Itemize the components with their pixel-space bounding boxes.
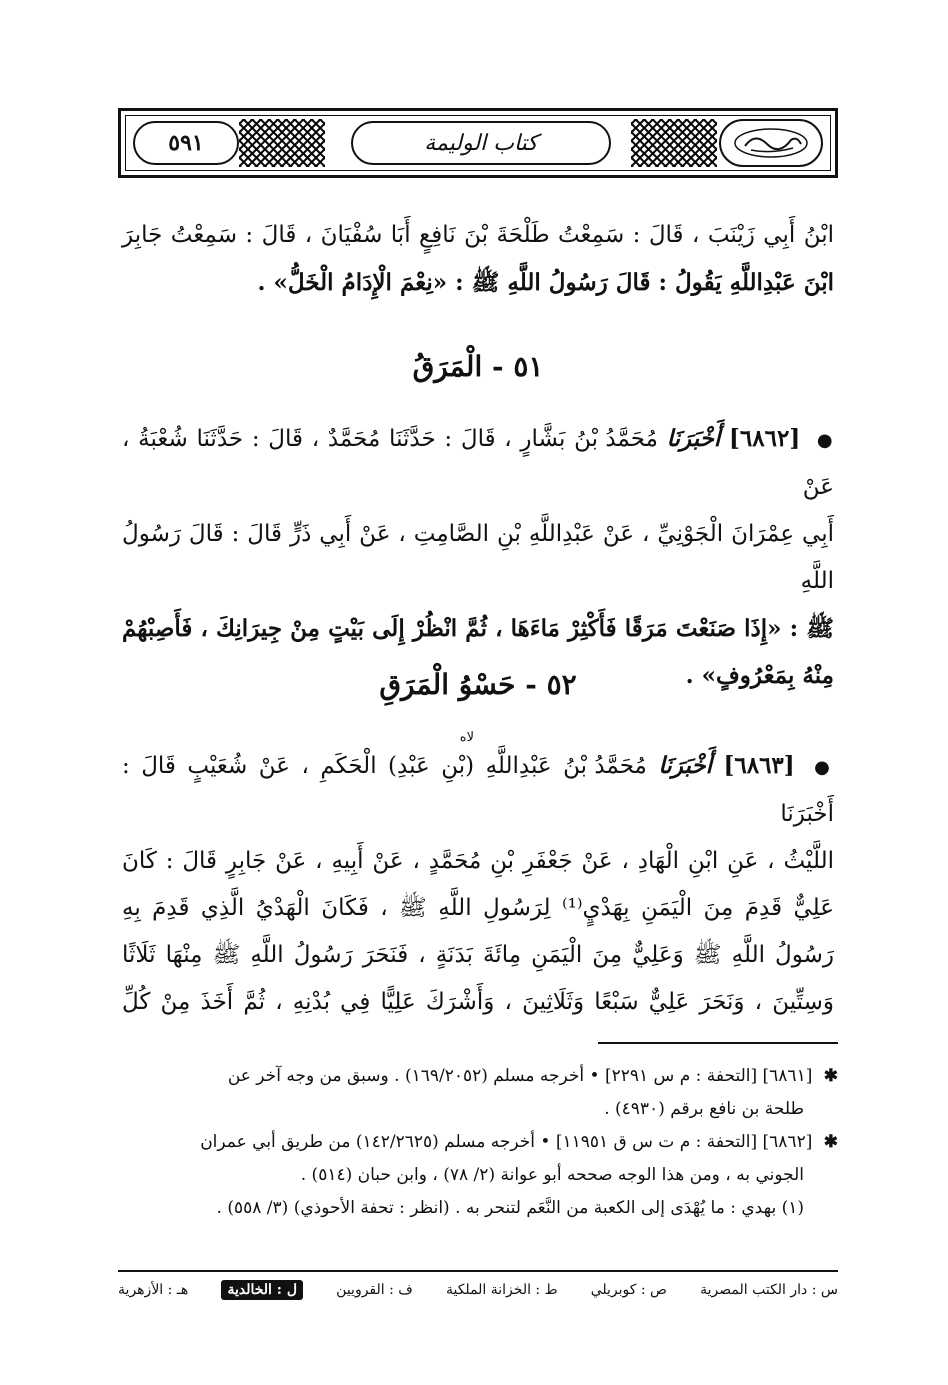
text-line: أَبِي عِمْرَانَ الْجَوْنِيِّ ، عَنْ عَبْدِاللَّهِ بْنِ الصَّامِتِ ، عَنْ أَبِي ذَرٍّ قَالَ : قَالَ رَسُولُ اللَّهِ	[122, 520, 834, 594]
manuscript-legend	[118, 1280, 838, 1300]
hadith-number: [٦٨٦٣]	[723, 752, 795, 779]
legend-divider	[118, 1270, 838, 1272]
footnote-divider	[598, 1042, 838, 1044]
header-ornament-right	[631, 119, 717, 167]
text-line: ابْنَ عَبْدِاللَّهِ يَقُولُ : قَالَ رَسُولُ اللَّهِ ﷺ : «نِعْمَ الْإِدَامُ الْخَلُّ» .	[257, 269, 834, 296]
text-line: اللَّيْثُ ، عَنِ ابْنِ الْهَادِ ، عَنْ جَعْفَرِ بْنِ مُحَمَّدٍ ، عَنْ أَبِيهِ ، عَنْ جَابِرٍ قَالَ : كَانَ	[122, 847, 834, 874]
section-heading-52: ٥٢ - حَسْوُ الْمَرَقِ	[379, 668, 577, 701]
akhbarana-label: أَخْبَرَنَا	[666, 425, 721, 452]
footnote-text: الجوني به ، ومن هذا الوجه صححه أبو عوانة (٢/ ٧٨) ، وابن حبان (٥١٤) .	[300, 1165, 804, 1185]
text-line: مُحَمَّدُ بْنُ عَبْدِاللَّهِ (بْنِ عَبْدِ) الْحَكَمِ ، عَنْ شُعَيْبٍ قَالَ : أَخْبَرَنَا	[122, 753, 834, 827]
text-line: ابْنُ أَبِي زَيْنَبَ ، قَالَ : سَمِعْتُ طَلْحَةَ بْنَ نَافِعٍ أَبَا سُفْيَانَ ، قَالَ : سَمِعْتُ جَابِرَ	[122, 222, 834, 248]
header-ornament-left	[239, 119, 325, 167]
legend-item: ط : الخزانة الملكية	[445, 1282, 558, 1298]
footnotes	[118, 1060, 838, 1225]
text-line: وَسِتِّينَ ، وَنَحَرَ عَلِيٌّ سَبْعًا وَثَلَاثِينَ ، وَأَشْرَكَ عَلِيًّا فِي بُدْنِهِ ، ثُمَّ أَخَذَ مِنْ كُلِّ	[122, 988, 834, 1015]
book-title: كتاب الوليمة	[351, 121, 611, 165]
bullet-icon: ●	[814, 756, 834, 778]
footnote-text: [٦٨٦٢] [التحفة : م ت س ق ١١٩٥١] • أخرجه مسلم (١٤٢/٢٦٢٥) من طريق أبي عمران	[200, 1132, 813, 1152]
hadith-6863	[122, 730, 835, 1026]
marginal-note: لاه	[459, 730, 474, 745]
bullet-icon: ●	[816, 429, 835, 451]
page-header	[118, 108, 838, 178]
legend-item-highlighted: ل : الخالدية	[221, 1280, 303, 1300]
publisher-logo-icon	[731, 126, 811, 160]
hadith-6862	[122, 415, 834, 699]
section-heading-51: ٥١ - الْمَرَقُ	[412, 350, 544, 383]
hadith-number: [٦٨٦٢]	[729, 425, 801, 452]
legend-item: س : دار الكتب المصرية	[700, 1282, 838, 1298]
text-line: مِنْهُ بِمَعْرُوفٍ» .	[685, 661, 834, 689]
asterisk-icon: ✱	[823, 1066, 838, 1086]
text-line: ﷺ : «إِذَا صَنَعْتَ مَرَقًا فَأَكْثِرْ مَاءَهَا ، ثُمَّ انْظُرْ إِلَى بَيْتٍ مِنْ جِيرَانِكَ ، فَأَصِبْهُمْ	[122, 614, 834, 642]
legend-item: ف : القرويين	[336, 1282, 413, 1298]
legend-item: هـ : الأزهرية	[118, 1282, 189, 1298]
text-line: رَسُولُ اللَّهِ ﷺ وَعَلِيٌّ مِنَ الْيَمَنِ مِائَةَ بَدَنَةٍ ، فَنَحَرَ رَسُولُ اللَّهِ ﷺ مِنْهَا ثَلَاثًا	[122, 941, 834, 968]
publisher-logo	[719, 119, 823, 167]
footnote-text: [٦٨٦١] [التحفة : م س ٢٢٩١] • أخرجه مسلم (١٦٩/٢٠٥٢) . وسبق من وجه آخر عن	[227, 1066, 813, 1086]
legend-item: ص : كوبريلي	[590, 1282, 667, 1298]
text-line: عَلِيٌّ قَدِمَ مِنَ الْيَمَنِ بِهَدْيٍ⁽¹⁾ لِرَسُولِ اللَّهِ ﷺ ، فَكَانَ الْهَدْيُ الَّذِي قَدِمَ بِهِ	[122, 894, 835, 921]
akhbarana-label: أَخْبَرَنَا	[658, 752, 712, 779]
footnote-text: طلحة بن نافع برقم (٤٩٣٠) .	[604, 1099, 804, 1119]
text-line: مُحَمَّدُ بْنُ بَشَّارٍ ، قَالَ : حَدَّثَنَا مُحَمَّدٌ ، قَالَ : حَدَّثَنَا شُعْبَةُ ، عَنْ	[122, 426, 834, 500]
intro-paragraph	[122, 212, 834, 306]
page-number: ٥٩١	[133, 121, 239, 165]
footnote-text: (١) بهدي : ما يُهْدَى إلى الكعبة من النَّعَم لتنحر به . (انظر : تحفة الأحوذي) (٣/ ٥٥٨) .	[216, 1198, 804, 1218]
asterisk-icon: ✱	[823, 1132, 838, 1152]
